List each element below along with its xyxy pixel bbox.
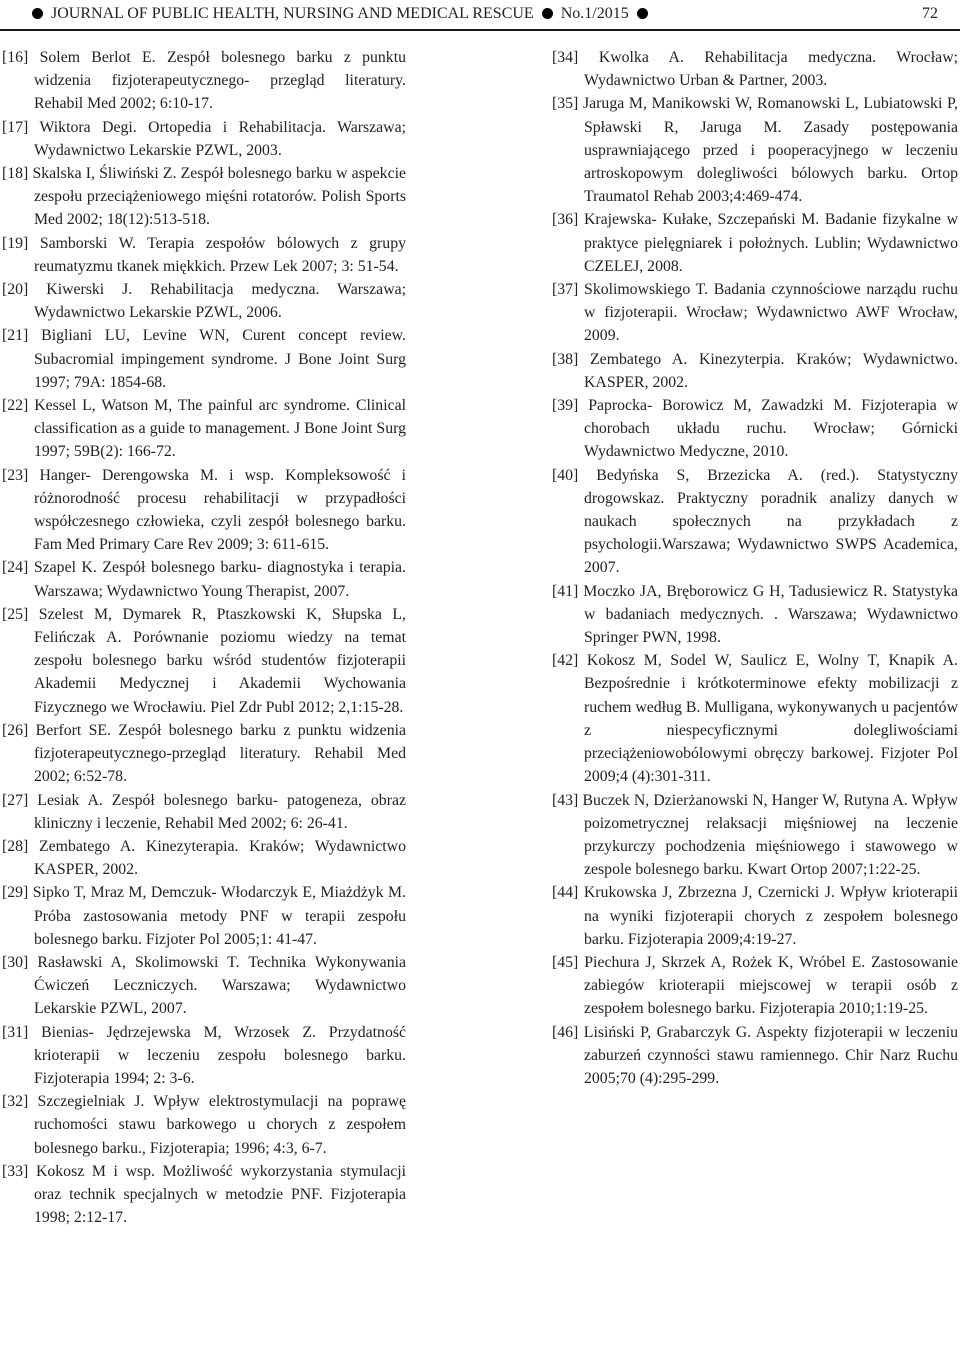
reference-item xyxy=(552,394,958,464)
reference-item xyxy=(2,719,406,789)
reference-text: Krukowska J, Zbrzezna J, Czernicki J. Wpływ krioterapii na wyniki fizjoterapii chorych z zespołem bolesnego barku. Fizjoterapia 2009;4:19-27. xyxy=(583,884,958,948)
reference-text: Bigliani LU, Levine WN, Curent concept review. Subacromial impingement syndrome. J Bone Joint Surg 1997; 79A: 1854-68. xyxy=(34,327,406,391)
reference-number: [28] xyxy=(2,837,29,855)
reference-item xyxy=(552,278,958,348)
reference-number: [17] xyxy=(2,118,29,136)
reference-item xyxy=(2,324,406,394)
reference-item xyxy=(552,951,958,1021)
bullet-icon xyxy=(32,8,43,19)
reference-number: [39] xyxy=(552,397,579,415)
references-right-column xyxy=(552,46,958,1090)
reference-item xyxy=(2,1090,406,1160)
reference-text: Lesiak A. Zespół bolesnego barku- patogeneza, obraz kliniczny i leczenie, Rehabil Med 2002; 6: 26-41. xyxy=(34,791,406,832)
reference-number: [42] xyxy=(552,652,579,670)
reference-item xyxy=(552,580,958,650)
reference-number: [27] xyxy=(2,791,29,809)
reference-item xyxy=(2,789,406,835)
reference-item xyxy=(552,464,958,580)
reference-number: [23] xyxy=(2,466,29,484)
reference-item xyxy=(2,951,406,1021)
journal-header xyxy=(24,0,656,28)
reference-number: [32] xyxy=(2,1093,29,1111)
reference-text: Zembatego A. Kinezyterapia. Kraków; Wydawnictwo KASPER, 2002. xyxy=(34,837,406,879)
reference-item xyxy=(552,92,958,208)
reference-item xyxy=(2,278,406,324)
reference-number: [29] xyxy=(2,884,29,902)
reference-item xyxy=(552,208,958,278)
reference-item xyxy=(2,46,406,116)
reference-number: [34] xyxy=(552,49,579,66)
reference-number: [41] xyxy=(552,582,579,600)
reference-item xyxy=(2,835,406,881)
reference-number: [22] xyxy=(2,397,29,415)
reference-text: Paprocka- Borowicz M, Zawadzki M. Fizjoterapia w chorobach układu ruchu. Wrocław; Górnicki Wydawnictwo Medyczne, 2010. xyxy=(584,397,958,461)
reference-text: Bienias- Jędrzejewska M, Wrzosek Z. Przydatność krioterapii w leczeniu zespołu bolesnego barku. Fizjoterapia 1994; 2: 3-6. xyxy=(34,1023,407,1087)
reference-number: [25] xyxy=(2,605,29,623)
reference-text: Kokosz M i wsp. Możliwość wykorzystania stymulacji oraz technik specjalnych w metodzie PNF. Fizjoterapia 1998; 2:12-17. xyxy=(34,1162,406,1227)
reference-text: Sipko T, Mraz M, Demczuk- Włodarczyk E, Miażdżyk M. Próba zastosowania metody PNF w terapii zespołu bolesnego barku. Fizjoter Pol 2005;1: 41-47. xyxy=(32,884,406,948)
reference-text: Kwolka A. Rehabilitacja medyczna. Wrocław; Wydawnictwo Urban & Partner, 2003. xyxy=(584,49,958,90)
reference-text: Solem Berlot E. Zespół bolesnego barku z punktu widzenia fizjoterapeutycznego- przegląd literatury. Rehabil Med 2002; 6:10-17. xyxy=(34,49,406,113)
page-number: 72 xyxy=(922,5,938,22)
reference-text: Buczek N, Dzierżanowski N, Hanger W, Rutyna A. Wpływ poizometrycznej relaksacji mięśniowej na leczenie przykurczy pochodzenia mięśniowego i stawowego w zespole bolesnego barku. Kwart Ortop 2007;1:22-25. xyxy=(582,791,958,879)
journal-name: JOURNAL OF PUBLIC HEALTH, NURSING AND MEDICAL RESCUE xyxy=(51,5,534,22)
reference-text: Samborski W. Terapia zespołów bólowych z grupy reumatyzmu tkanek miękkich. Przew Lek 2007; 3: 51-54. xyxy=(34,234,406,275)
reference-item xyxy=(2,1160,406,1230)
reference-item xyxy=(552,649,958,788)
reference-number: [38] xyxy=(552,350,579,368)
reference-item xyxy=(2,556,406,602)
reference-text: Szelest M, Dymarek R, Ptaszkowski K, Słupska L, Felińczak A. Porównanie poziomu wiedzy na temat zespołu bolesnego barku wśród studentów fizjoterapii Akademii Medycznej i Akademii Wychowania Fizycznego we Wrocławiu. Piel Zdr Publ 2012; 2,1:15-28. xyxy=(34,605,406,716)
reference-item xyxy=(2,116,406,162)
reference-number: [16] xyxy=(2,49,29,66)
reference-item xyxy=(2,881,406,951)
reference-text: Bedyńska S, Brzezicka A. (red.). Statystyczny drogowskaz. Praktyczny poradnik analizy danych w naukach społecznych na przykładach z psychologii.Warszawa; Wydawnictwo SWPS Academica, 2007. xyxy=(584,466,958,577)
reference-text: Wiktora Degi. Ortopedia i Rehabilitacja. Warszawa; Wydawnictwo Lekarskie PZWL, 2003. xyxy=(34,118,406,159)
issue-number: No.1/2015 xyxy=(560,5,629,22)
reference-number: [24] xyxy=(2,559,29,577)
reference-text: Kokosz M, Sodel W, Saulicz E, Wolny T, Knapik A. Bezpośrednie i krótkoterminowe efekty mobilizacji z ruchem według B. Mulligana, wykonywanych u pacjentów z niespecyficznymi dolegliwościami przeciążeniowobólowymi obręczy barkowej. Fizjoter Pol 2009;4 (4):301-311. xyxy=(584,652,959,786)
reference-text: Zembatego A. Kinezyterpia. Kraków; Wydawnictwo. KASPER, 2002. xyxy=(584,350,958,391)
reference-number: [46] xyxy=(552,1023,579,1041)
reference-item xyxy=(2,1021,406,1091)
references-left-column xyxy=(2,46,406,1229)
reference-item xyxy=(552,46,958,92)
reference-number: [33] xyxy=(2,1162,29,1180)
reference-item xyxy=(552,881,958,951)
reference-item xyxy=(2,464,406,557)
bullet-icon xyxy=(542,8,553,19)
reference-text: Lisiński P, Grabarczyk G. Aspekty fizjoterapii w leczeniu zaburzeń czynności stawu ramiennego. Chir Narz Ruchu 2005;70 (4):295-299. xyxy=(583,1023,959,1087)
reference-text: Szapel K. Zespół bolesnego barku- diagnostyka i terapia. Warszawa; Wydawnictwo Young Therapist, 2007. xyxy=(33,559,407,600)
reference-text: Piechura J, Skrzek A, Rożek K, Wróbel E. Zastosowanie zabiegów krioterapii miejscowej w terapii osób z zespołem bolesnego barku. Fizjoterapia 2010;1:19-25. xyxy=(584,953,958,1018)
reference-number: [43] xyxy=(552,791,579,809)
reference-number: [35] xyxy=(552,95,579,113)
reference-text: Berfort SE. Zespół bolesnego barku z punktu widzenia fizjoterapeutycznego-przegląd literatury. Rehabil Med 2002; 6:52-78. xyxy=(34,721,406,786)
reference-item xyxy=(2,394,406,464)
reference-item xyxy=(552,789,958,882)
reference-number: [26] xyxy=(2,721,29,739)
header-divider xyxy=(0,29,960,31)
reference-number: [37] xyxy=(552,281,579,299)
reference-number: [45] xyxy=(552,953,579,971)
reference-item xyxy=(2,232,406,278)
reference-text: Jaruga M, Manikowski W, Romanowski L, Lubiatowski P, Spławski R, Jaruga M. Zasady postępowania usprawniającego przed i pooperacyjnego w leczeniu artroskopowym dolegliwości bólowych barku. Ortop Traumatol Rehab 2003;4:469-474. xyxy=(583,95,958,206)
reference-number: [20] xyxy=(2,281,29,299)
reference-number: [30] xyxy=(2,953,29,971)
reference-text: Szczegielniak J. Wpływ elektrostymulacji na poprawę ruchomości stawu barkowego u chorych z zespołem bolesnego barku., Fizjoterapia; 1996; 4:3, 6-7. xyxy=(34,1093,407,1157)
running-header xyxy=(0,0,960,28)
reference-text: Moczko JA, Bręborowicz G H, Tadusiewicz R. Statystyka w badaniach medycznych. . Warszawa; Wydawnictwo Springer PWN, 1998. xyxy=(583,582,958,647)
reference-item xyxy=(2,162,406,232)
reference-text: Krajewska- Kułake, Szczepański M. Badanie fizykalne w praktyce pielęgniarek i położnych. Lublin; Wydawnictwo CZELEJ, 2008. xyxy=(583,211,958,275)
reference-text: Skolimowskiego T. Badania czynnościowe narządu ruchu w fizjoterapii. Wrocław; Wydawnictwo AWF Wrocław, 2009. xyxy=(584,281,959,345)
reference-text: Hanger- Derengowska M. i wsp. Kompleksowość i różnorodność procesu rehabilitacji w przypadłości współczesnego człowieka, czyli zespół bolesnego barku. Fam Med Primary Care Rev 2009; 3: 611-615. xyxy=(34,466,406,554)
reference-item xyxy=(552,348,958,394)
reference-text: Skalska I, Śliwiński Z. Zespół bolesnego barku w aspekcie zespołu przeciążeniowego mięśni rotatorów. Polish Sports Med 2002; 18(12):513-518. xyxy=(32,165,406,229)
reference-number: [36] xyxy=(552,211,579,229)
reference-number: [18] xyxy=(2,165,29,183)
reference-item xyxy=(2,603,406,719)
reference-number: [31] xyxy=(2,1023,29,1041)
reference-number: [40] xyxy=(552,466,579,484)
reference-text: Kiwerski J. Rehabilitacja medyczna. Warszawa; Wydawnictwo Lekarskie PZWL, 2006. xyxy=(34,281,406,322)
reference-item xyxy=(552,1021,958,1091)
reference-text: Rasławski A, Skolimowski T. Technika Wykonywania Ćwiczeń Leczniczych. Warszawa; Wydawnictwo Lekarskie PZWL, 2007. xyxy=(34,953,406,1018)
reference-number: [21] xyxy=(2,327,29,345)
reference-number: [19] xyxy=(2,234,29,252)
reference-text: Kessel L, Watson M, The painful arc syndrome. Clinical classification as a guide to management. J Bone Joint Surg 1997; 59B(2): 166-72. xyxy=(34,397,406,461)
bullet-icon xyxy=(637,8,648,19)
reference-number: [44] xyxy=(552,884,579,902)
